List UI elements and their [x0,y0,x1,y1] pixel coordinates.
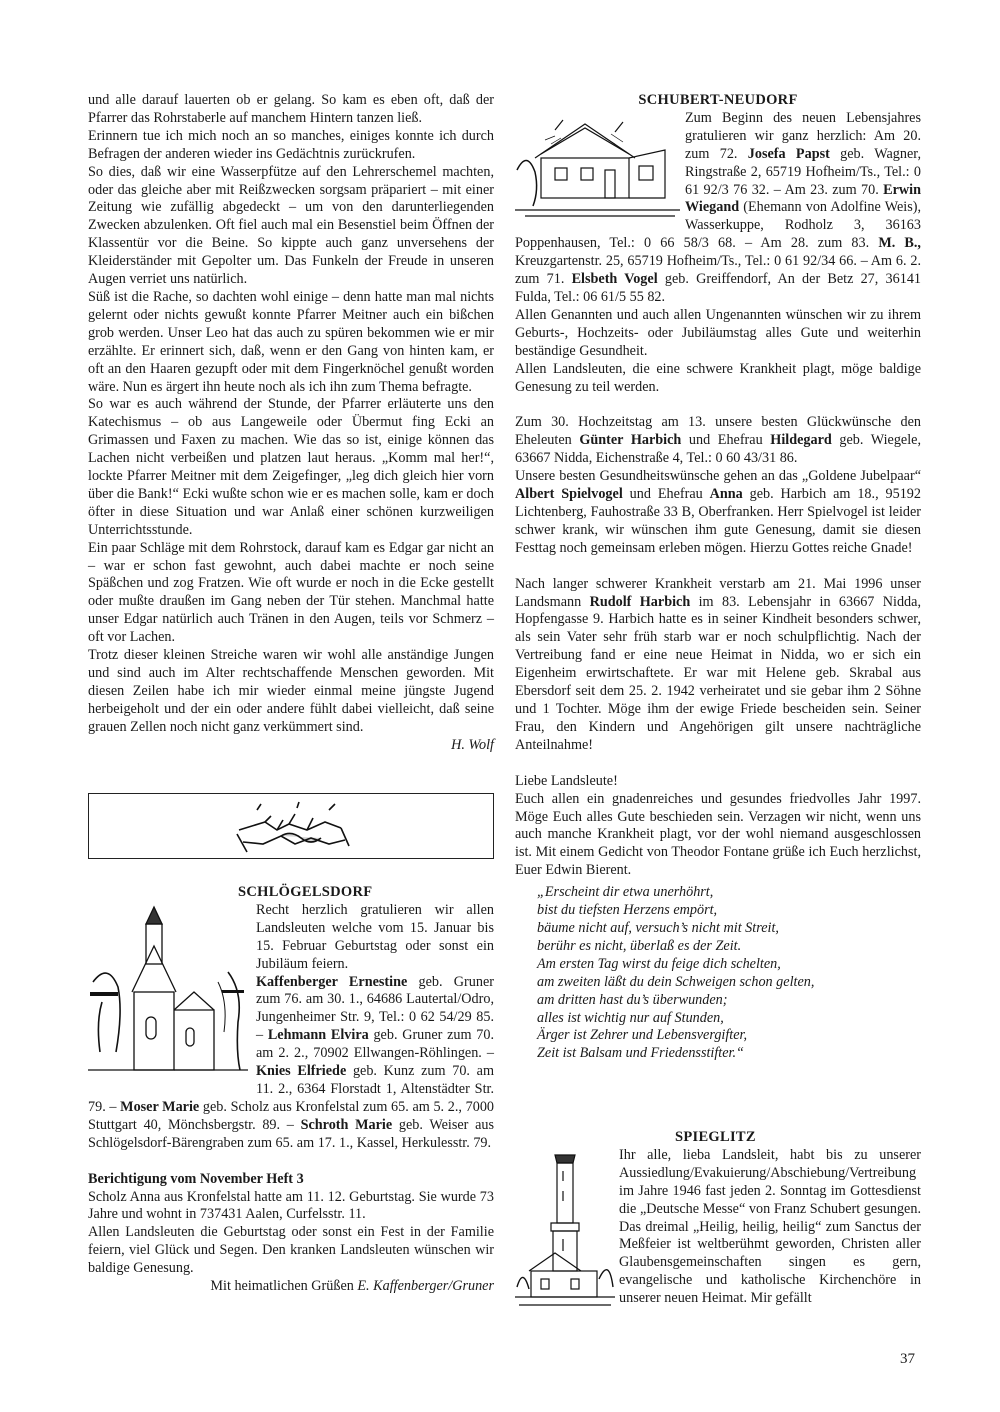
left-column [88,92,494,755]
greeting-text: Mit heimatlichen Grüßen [210,1278,358,1295]
paragraph: Erinnern tue ich mich noch an so manches, einiges konnte ich durch Befragen der anderen wieder ins Gedächtnis zurückrufen. [88,127,494,162]
wishes-text: Allen Landsleuten die Geburtstag oder sonst ein Fest in der Familie feiern, viel Glück und Segen. Den kranken Landsleuten wünschen wir baldige Genesung. [88,1224,494,1277]
tower-icon [515,1147,615,1313]
poem-line: bist du tiefsten Herzens empört, [537,902,718,919]
entry-text: geb. Weiser aus Schlögelsdorf-Bärengraben zum 65. am 17. 1., Kassel, Herkulesstr. 79. [88,1116,494,1151]
entry-text: Unsere besten Gesundheitswünsche gehen an das „Goldene Jubelpaar“ [515,468,921,485]
obituary-text [515,576,921,755]
entry-text: geb. Scholz aus Kronfelstal zum 65. am 5. 2., 7000 Stuttgart 40, Mönchsbergstr. 89. – [88,1098,495,1133]
entry-text: und Ehefrau [622,486,710,503]
paragraph: So dies, daß wir eine Wasserpfütze auf den Lehrerschemel machten, oder das gleiche aber mit Reißzwecken sorgsam präpariert – mit einer Zeitung wie zufällig abgedeckt – um von den darunterliegenden Zwecken abzulenken. Oft fiel auch mal ein Besenstiel beim Öffnen der Klassentür vor die Beine. So kippte auch ganz unversehens der Kleiderständer mit Gepolter um. Das Funkeln der Freude in unseren Augen verriet uns natürlich. [88,163,494,288]
paragraph: Trotz dieser kleinen Streiche waren wir wohl alle anständige Jungen und sind auch im Alter rechtschaffende Menschen geworden. Mit diesen Zeilen habe ich mir wieder einmal meine jüngste Jugend herbeigeholt und der ein oder andere fühlt dabei vielleicht, daß seine grauen Zellen noch nicht ganz verkümmert sind. [88,647,494,735]
paragraph: Ein paar Schläge mit dem Rohrstock, darauf kam es Edgar gar nicht an – war er schon fast gewohnt, auch dabei machte er noch seine Späßchen und zog Fratzen. Wie oft wurde er noch in die Ecke gestellt oder mußte draußen im Gang neben der Tür stehen. Manchmal hatte unser Edgar natürlich auch Tränen in den Augen, teils vor Schmerz – oft vor Lachen. [88,539,494,646]
page-number: 37 [900,1351,915,1367]
poem-line: „Erscheint dir etwa unerhöhrt, [537,884,714,901]
tower-illustration [515,1147,619,1315]
person-name: Lehmann Elvira [267,1027,369,1044]
person-name: Kaffenberger Ernestine [256,973,408,990]
entry-text: (Ehemann von Adolfine Weis), Wasserkuppe, Rodholz 3, 36163 Poppenhausen, Tel.: 0 66 58/3 68. – Am 28. zum 83. [515,199,921,252]
right-column [515,92,921,1063]
person-name: Günter Harbich [579,432,682,449]
poem-line: Ärger ist Zehrer und Lebensvergifter, [537,1027,748,1044]
poem-line: am zweiten läßt du dein Schweigen schon gelten, [537,973,815,990]
letter-text: Euch allen ein gnadenreiches und gesundes friedvolles Jahr 1997. Möge Euch alles Gute beschieden sein. Verzagen wir nicht, wenn uns auch manche Krankheit plagt, vor der wohl niemand ausgeschlossen ist. Mit einem Gedicht von Theodor Fontane grüße ich Euch herzlichst, Euer Edwin Bierent. [515,790,921,879]
spieglitz-section [515,1129,921,1315]
spieglitz-text: Ihr alle, lieba Landsleit, habt bis zu unserer Aussiedlung/Evakuierung/Abschiebung/Vertreibung im Jahre 1946 fast jeden 2. Sonntag im Gottesdienst die „Deutsche Messe“ von Franz Schubert gesungen. Das dreimal „Heilig, heilig, heilig“ zum Sanctus der Meßfeier ist weltberühmt geworden, Christen aller Glaubensgemeinschaften singen es gern, evangelische und katholische Kirchenchöre in unserer neuen Heimat. Mir gefällt [619,1146,921,1307]
entry-text: geb. Gruner zum 70. am 2. 2., 70902 Ellwangen-Röhlingen. – [256,1027,495,1062]
schloegelsdorf-section [88,884,494,1296]
signature: E. Kaffenberger/Gruner [357,1278,494,1295]
correction-heading: Berichtigung vom November Heft 3 [88,1170,304,1187]
entry-text: Zum 30. Hochzeitstag am 13. unsere besten Glückwünsche den Eheleuten [515,414,921,449]
poem-line: berühr es nicht, überlaß es der Zeit. [537,937,742,954]
poem-line: Zeit ist Balsam und Friedensstifter.“ [537,1045,744,1062]
church-icon [88,902,248,1080]
entry-text: im 83. Lebensjahr in 63667 Nidda, Hopfengasse 9. Harbich hatte es in seiner Kindheit besonders schwer, als sein Vater sehr früh starb war er noch schulpflichtig. Nach der Vertreibung fand er eine neue Heimat in Nidda, wo er sich ein Eigenheim erwirtschaftete. Er war mit Helene geb. Skrabal aus Ebersdorf seit dem 25. 2. 1942 verheiratet und sie gebar ihm 2 Söhne und 1 Tochter. Möge ihm der ewige Friede bescheiden sein. Seiner Frau, den Kindern und Angehörigen gilt unsere nachträgliche Anteilnahme! [515,593,922,753]
person-name: Albert Spielvogel [515,486,623,503]
entry-text: geb. Kunz zum 70. am 11. 2., 6364 Florstadt 1, Altenstädter Str. 79. – [88,1063,494,1115]
paragraph: So war es auch während der Stunde, der Pfarrer erläuterte uns den Katechismus – ob aus Langeweile oder Übermut fing Ecki an Grimassen und Faxen zu machen. Wie das so ist, einige können das Lachen nicht verbeißen und platzen laut heraus. „Komm mal her!“, lockte Pfarrer Meitner mit dem Zeigefinger, „leg dich gleich hier vorn über die Bank!“ Ecki wußte schon wie er es machen solle, kam er doch öfter in diese Situation und war Anlaß einer schönen kurzweiligen Unterrichtsstunde. [88,396,494,538]
section-heading: SPIEGLITZ [675,1129,756,1145]
section-heading: SCHLÖGELSDORF [238,884,373,900]
person-name: Schroth Marie [300,1116,393,1133]
entry-text: geb. Wagner, Ringstraße 2, 65719 Hofheim/Ts., Tel.: 0 61 92/3 76 32. – Am 23. zum 70. [685,145,921,198]
poem [537,884,921,1063]
poem-line: Am ersten Tag wirst du feige dich schelten, [537,955,781,972]
letter-salutation: Liebe Landsleute! [515,772,618,789]
paragraph: Süß ist die Rache, so dachten wohl einige – denn hatte man mal nichts gelernt oder nichts gewußt konnte Pfarrer Meitner auch ein bißchen grob werden. Unser Leo hat das auch zu spüren bekommen wie er mir erzählte. Er erinnert sich, daß, wenn er den Gang von hinten kam, er oft an den Haaren gezupft oder mit dem Fingerknöchel genußt worden wäre. Nun es ärgert ihn heute noch als ich ihn zum Thema befragte. [88,288,494,395]
person-name: Rudolf Harbich [589,593,691,610]
wishes-text: Allen Landsleuten, die eine schwere Krankheit plagt, möge baldige Genesung zu teil werden. [515,360,921,395]
house-illustration [515,110,685,222]
section-heading: SCHUBERT-NEUDORF [638,92,798,108]
person-name: Knies Elfriede [256,1063,347,1080]
person-name: Hildegard [770,432,832,449]
church-illustration [88,902,256,1082]
entry-text: geb. Greiffendorf, An der Betz 27, 36141 Fulda, Tel.: 06 61/5 55 82. [515,271,922,305]
golden-anniversary-text [515,468,921,558]
entry-text: Zum Beginn des neuen Lebensjahres gratulieren wir ganz herzlich: Am 20. zum 72. [685,109,921,162]
handshake-box [88,793,494,859]
paragraph: und alle darauf lauerten ob er gelang. So kam es eben oft, daß der Pfarrer das Rohrstaberle auf manchem Hintern tanzen ließ. [88,92,494,126]
handshake-icon [89,794,495,858]
entry-text: geb. Wiegele, 63667 Nidda, Eichenstraße 4, Tel.: 0 60 43/31 86. [515,432,921,467]
closing-greeting [88,1278,494,1296]
correction-text: Scholz Anna aus Kronfelstal hatte am 11. 12. Geburtstag. Sie wurde 73 Jahre und wohnt in 737431 Aalen, Curfelsstr. 11. [88,1188,494,1223]
author-signature: H. Wolf [451,736,494,753]
entry-text: Kreuzgartenstr. 25, 65719 Hofheim/Ts., Tel.: 0 61 92/34 66. – Am 6. 2. zum 71. [515,253,921,288]
poem-line: am dritten hast du’s überwunden; [537,991,728,1008]
person-name: Josefa Papst [747,145,830,162]
person-name: Erwin Wiegand [685,181,921,216]
person-name: Elsbeth Vogel [571,271,658,288]
person-name: Anna [709,486,743,503]
poem-line: bäume nicht auf, versuch’s nicht mit Streit, [537,919,779,936]
entry-text: geb. Harbich am 18., 95192 Lichtenberg, Fauhostraße 33 B, Oberfranken. Herr Spielvogel ist leider schwer krank, wir wünschen ihm gute Genesung, damit sie diesen Festtag noch gemeinsam erleben mögen. Hierzu Gottes reiche Gnade! [515,486,921,556]
intro: Recht herzlich gratulieren wir allen Landsleuten welche vom 15. Januar bis 15. Februar Geburtstag oder sonst ein Jubiläum feiern. [256,901,494,972]
entry-text: und Ehefrau [681,432,771,449]
farmhouse-icon [515,110,680,220]
poem-line: alles ist wichtig nur auf Stunden, [537,1009,724,1026]
entry-text: geb. Gruner zum 76. am 30. 1., 64686 Lautertal/Odro, Jungenheimer Str. 9, Tel.: 0 62 54/29 85. – [256,973,494,1044]
person-name: M. B., [878,235,921,252]
person-name: Moser Marie [120,1098,200,1115]
wishes-text: Allen Genannten und auch allen Ungenannten wünschen wir zu ihrem Geburts-, Hochzeits- oder Jubiläumstag alles Gute und weiterhin beständige Gesundheit. [515,306,921,359]
wedding-anniversary-text [515,414,921,468]
entry-text: Nach langer schwerer Krankheit verstarb am 21. Mai 1996 unser Landsmann [515,575,921,610]
